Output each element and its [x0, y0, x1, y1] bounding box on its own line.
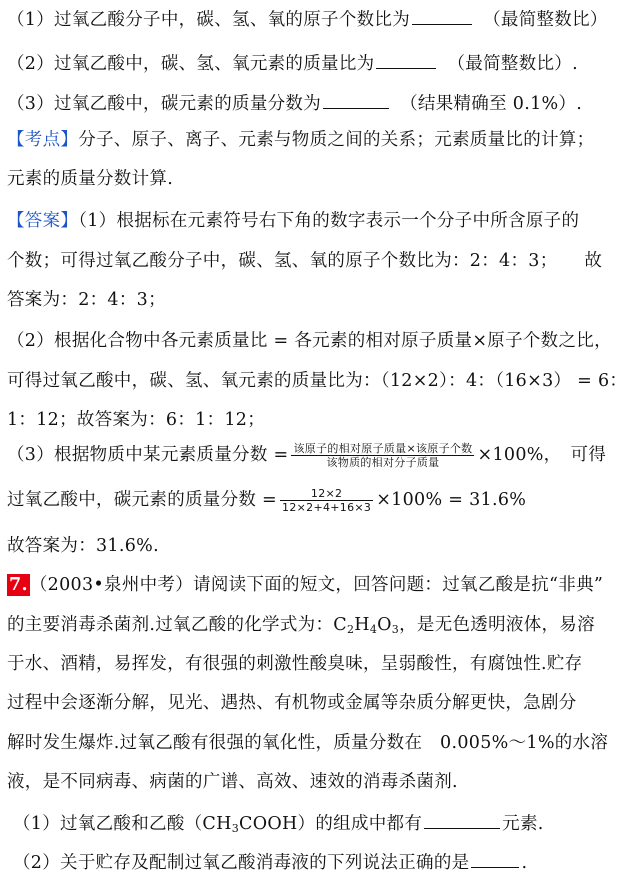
answer-text7-pre: （3）根据物质中某元素质量分数 =: [7, 445, 289, 465]
answer-line2: [7, 248, 633, 274]
answer-line8: [7, 487, 633, 514]
kaodian-text2: 元素的质量分数计算.: [7, 169, 174, 189]
answer-blank: [471, 849, 519, 868]
answer-tag: 【答案】: [7, 211, 79, 231]
q6-part3: [7, 90, 633, 117]
q7-part1-pre: （1）过氧乙酸和乙酸（CH: [13, 814, 232, 834]
q7-line1: [7, 572, 633, 598]
q6-part1: [7, 6, 633, 33]
answer-blank: [376, 50, 436, 69]
q7-part2-pre: （2）关于贮存及配制过氧乙酸消毒液的下列说法正确的是: [13, 853, 470, 873]
answer-blank: [323, 90, 389, 109]
q7-text3: 于水、酒精，易挥发，有很强的刺激性酸臭味，呈弱酸性，有腐蚀性.贮存: [7, 654, 583, 674]
answer-line5: [7, 368, 633, 394]
q7-line2: [7, 612, 633, 643]
q7-line6: [7, 769, 633, 795]
answer-line9: [7, 533, 633, 559]
q7-text2-post: ，是无色透明液体，易溶: [399, 615, 595, 635]
formula-symbol: O: [377, 615, 392, 635]
answer-text2: 个数；可得过氧乙酸分子中，碳、氢、氧的原子个数比为：2：4：3； 故: [7, 251, 603, 271]
formula-denominator: 该物质的相对分子质量: [326, 456, 440, 469]
answer-text1: （1）根据标在元素符号右下角的数字表示一个分子中所含原子的: [78, 211, 580, 231]
subscript: 3: [231, 822, 239, 835]
answer-line4: [7, 328, 633, 354]
q7-text2-pre: 的主要消毒杀菌剂.过氧乙酸的化学式为：C: [7, 615, 347, 635]
q7-text6: 液，是不同病毒、病菌的广谱、高效、速效的消毒杀菌剂.: [7, 772, 458, 792]
answer-blank: [424, 810, 500, 829]
kaodian-text1: 分子、原子、离子、元素与物质之间的关系；元素质量比的计算；: [78, 130, 595, 150]
q7-line3: [7, 651, 633, 677]
q6-part2-tail: （最简整数比）.: [456, 54, 578, 74]
formula-denominator: 12×2+4+16×3: [282, 501, 372, 514]
q6-part2-text: （2）过氧乙酸中，碳、氢、氧元素的质量比为: [7, 54, 375, 74]
q6-part3-text: （3）过氧乙酸中，碳元素的质量分数为: [7, 94, 322, 114]
answer-blank: [412, 6, 472, 25]
q7-part1-mid: COOH）的组成中都有: [239, 814, 423, 834]
answer-text8-pre: 过氧乙酸中，碳元素的质量分数 =: [7, 490, 278, 510]
mass-fraction-formula: [291, 442, 474, 469]
formula-numerator: 12×2: [280, 487, 373, 501]
q7-part2: [13, 849, 633, 876]
answer-line7: [7, 442, 633, 469]
subscript: 3: [391, 623, 400, 636]
answer-line6: [7, 407, 633, 433]
answer-text9: 故答案为：31.6%.: [7, 536, 159, 556]
q7-text4: 过程中会逐渐分解，见光、遇热、有机物或金属等杂质分解更快，急剧分: [7, 693, 577, 713]
q7-line5: [7, 730, 633, 756]
q6-part3-tail: （结果精确至 0.1%）.: [408, 94, 583, 114]
carbon-fraction-formula: [280, 487, 373, 514]
answer-text8-post: ×100% = 31.6%: [376, 490, 527, 510]
kaodian-tag: 【考点】: [7, 130, 79, 150]
q7-part2-tail: .: [521, 853, 528, 873]
q6-part1-tail: （最简整数比）: [491, 10, 608, 30]
q7-text1: （2003•泉州中考）请阅读下面的短文，回答问题：过氧乙酸是抗“非典”: [29, 575, 604, 595]
formula-symbol: H: [354, 615, 370, 635]
q7-part1-tail: 元素.: [502, 814, 544, 834]
subscript: 2: [346, 623, 355, 636]
answer-text7-post: ×100%， 可得: [477, 445, 607, 465]
kaodian-line2: [7, 166, 633, 192]
q6-part1-text: （1）过氧乙酸分子中，碳、氢、氧的原子个数比为: [7, 10, 411, 30]
kaodian-line1: [7, 127, 633, 153]
q6-part2: [7, 50, 633, 77]
q7-text5: 解时发生爆炸.过氧乙酸有很强的氧化性，质量分数在 0.005%～1%的水溶: [7, 733, 609, 753]
formula-numerator: 该原子的相对原子质量×该原子个数: [293, 442, 473, 455]
answer-line3: [7, 287, 633, 313]
q7-part1: [13, 810, 633, 842]
answer-text5: 可得过氧乙酸中，碳、氢、氧元素的质量比为：（12×2）：4：（16×3） = 6：: [7, 371, 628, 391]
answer-text6: 1：12；故答案为：6：1：12；: [7, 410, 266, 430]
question-number-badge: 7.: [9, 575, 28, 595]
answer-text3: 答案为：2：4：3；: [7, 290, 166, 310]
subscript: 4: [369, 623, 378, 636]
q7-line4: [7, 690, 633, 716]
answer-line1: [7, 208, 633, 234]
answer-text4: （2）根据化合物中各元素质量比 = 各元素的相对原子质量×原子个数之比，: [7, 331, 612, 351]
